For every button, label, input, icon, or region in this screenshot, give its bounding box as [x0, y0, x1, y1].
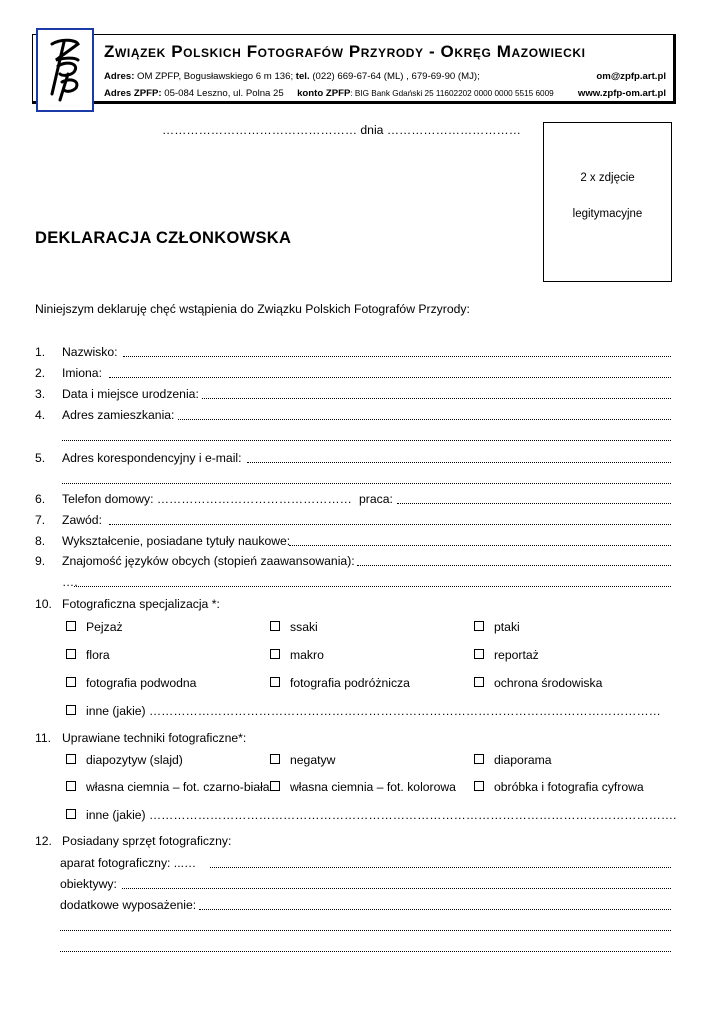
photo-line-1: 2 x zdjęcie	[580, 172, 635, 184]
checkbox-flora[interactable]	[66, 648, 110, 662]
address-label: Adres:	[104, 71, 135, 82]
checkbox-icon[interactable]	[270, 649, 280, 659]
checkbox-diapozytyw[interactable]	[66, 753, 183, 767]
fill-line[interactable]	[109, 524, 671, 525]
field-number: 1.	[35, 345, 46, 359]
field-label: Adres zamieszkania:	[62, 408, 175, 422]
field-number: 7.	[35, 513, 46, 527]
field-extra-equipment-cont-2[interactable]	[60, 940, 671, 956]
field-label: Nazwisko:	[62, 345, 118, 359]
field-languages-cont[interactable]	[35, 575, 671, 591]
option-label: fotografia podróżnicza	[290, 676, 410, 690]
field-label: dodatkowe wyposażenie:	[60, 898, 197, 912]
option-label: flora	[86, 648, 110, 662]
field-education[interactable]	[35, 534, 671, 550]
declaration-title: DEKLARACJA CZŁONKOWSKA	[35, 229, 292, 247]
field-number: 12.	[35, 834, 52, 848]
email-address: om@zpfp.art.pl	[596, 71, 666, 82]
website: www.zpfp-om.art.pl	[577, 88, 666, 99]
checkbox-ciemnia-kolor[interactable]	[270, 780, 456, 794]
field-number: 9.	[35, 554, 46, 568]
field-extra-equipment-cont-1[interactable]	[60, 919, 671, 935]
field-label: Adres korespondencyjny i e-mail:	[62, 451, 242, 465]
checkbox-makro[interactable]	[270, 648, 324, 662]
checkbox-icon[interactable]	[66, 809, 76, 819]
field-label: ….	[62, 575, 78, 589]
option-label: inne (jakie) ………………………………………………………………………………………………………………….	[86, 808, 677, 822]
field-first-names[interactable]	[35, 366, 671, 382]
field-profession[interactable]	[35, 513, 671, 529]
field-camera[interactable]	[60, 856, 671, 872]
checkbox-specialization-other[interactable]	[66, 704, 661, 718]
checkbox-icon[interactable]	[66, 621, 76, 631]
field-label: Posiadany sprzęt fotograficzny:	[62, 834, 232, 848]
fill-line[interactable]	[199, 909, 671, 910]
fill-line[interactable]	[247, 462, 671, 463]
checkbox-icon[interactable]	[270, 621, 280, 631]
option-label: negatyw	[290, 753, 336, 767]
field-surname[interactable]	[35, 345, 671, 361]
fill-line[interactable]	[178, 419, 671, 420]
field-home-address-cont[interactable]	[35, 429, 671, 445]
field-label: aparat fotograficzny: ...…	[60, 856, 197, 870]
option-label: inne (jakie) ………………………………………………………………………………………………………………	[86, 704, 661, 718]
field-number: 5.	[35, 451, 46, 465]
checkbox-pejzaz[interactable]	[66, 620, 123, 634]
checkbox-ciemnia-cz-b[interactable]	[66, 780, 270, 794]
option-label: ptaki	[494, 620, 520, 634]
intro-text: Niniejszym deklaruję chęć wstąpienia do Związku Polskich Fotografów Przyrody:	[35, 302, 470, 316]
field-specialization	[35, 597, 671, 613]
option-label: własna ciemnia – fot. kolorowa	[290, 780, 456, 794]
field-phone[interactable]	[35, 492, 671, 508]
option-label: własna ciemnia – fot. czarno-biała	[86, 780, 270, 794]
photo-box	[543, 122, 672, 282]
contact-line-2	[104, 88, 554, 99]
field-number: 2.	[35, 366, 46, 380]
fill-line[interactable]	[74, 586, 671, 587]
photo-line-2: legitymacyjne	[572, 208, 643, 220]
field-label-work: praca:	[359, 492, 393, 506]
checkbox-icon[interactable]	[474, 754, 484, 764]
zpfp-address-value: 05-084 Leszno, ul. Polna 25	[161, 88, 284, 99]
field-lenses[interactable]	[60, 877, 671, 893]
checkbox-icon[interactable]	[66, 754, 76, 764]
org-name: Związek Polskich Fotografów Przyrody - Okręg Mazowiecki	[104, 42, 586, 61]
option-label: obróbka i fotografia cyfrowa	[494, 780, 644, 794]
checkbox-ssaki[interactable]	[270, 620, 318, 634]
account-value: : BIG Bank Gdański 25 11602202 0000 0000 5515 6009	[350, 89, 554, 98]
checkbox-fotografia-podwodna[interactable]	[66, 676, 196, 690]
option-label: ssaki	[290, 620, 318, 634]
option-label: fotografia podwodna	[86, 676, 197, 690]
zpfp-logo	[36, 28, 94, 112]
field-number: 6.	[35, 492, 46, 506]
checkbox-icon[interactable]	[66, 677, 76, 687]
date-line[interactable]: ………………………………………… dnia ……………………………	[162, 123, 521, 137]
field-number: 10.	[35, 597, 52, 611]
field-label: Data i miejsce urodzenia:	[62, 387, 199, 401]
address-value: OM ZPFP, Bogusławskiego 6 m 136;	[134, 71, 296, 82]
field-birth-date-place[interactable]	[35, 387, 671, 403]
checkbox-icon[interactable]	[270, 677, 280, 687]
fill-line[interactable]	[109, 377, 671, 378]
field-label: Uprawiane techniki fotograficzne*:	[62, 731, 247, 745]
checkbox-icon[interactable]	[474, 781, 484, 791]
field-correspondence-address[interactable]	[35, 451, 671, 467]
checkbox-icon[interactable]	[474, 621, 484, 631]
checkbox-reportaz[interactable]	[474, 648, 539, 662]
checkbox-icon[interactable]	[474, 677, 484, 687]
field-languages[interactable]	[35, 554, 671, 570]
field-number: 11.	[35, 731, 52, 745]
field-label: Znajomość języków obcych (stopień zaawansowania):	[62, 554, 355, 568]
checkbox-ochrona-srodowiska[interactable]	[474, 676, 602, 690]
fill-line[interactable]	[289, 545, 671, 546]
checkbox-icon[interactable]	[66, 781, 76, 791]
field-equipment	[35, 834, 671, 850]
fill-line[interactable]	[202, 398, 671, 399]
option-label: makro	[290, 648, 324, 662]
contact-line-1	[104, 71, 480, 82]
checkbox-icon[interactable]	[66, 705, 76, 715]
checkbox-icon[interactable]	[270, 781, 280, 791]
fill-line[interactable]	[62, 483, 671, 484]
fill-line[interactable]	[122, 888, 671, 889]
field-extra-equipment[interactable]	[60, 898, 671, 914]
field-label: Fotograficzna specjalizacja *:	[62, 597, 220, 611]
checkbox-techniques-other[interactable]	[66, 808, 676, 822]
option-label: ochrona środowiska	[494, 676, 603, 690]
fill-line[interactable]	[60, 930, 671, 931]
option-label: Pejzaż	[86, 620, 123, 634]
tel-label: tel.	[295, 71, 310, 82]
checkbox-ptaki[interactable]	[474, 620, 520, 634]
checkbox-diaporama[interactable]	[474, 753, 552, 767]
checkbox-icon[interactable]	[270, 754, 280, 764]
checkbox-negatyw[interactable]	[270, 753, 335, 767]
tel-value: (022) 669-67-64 (ML) , 679-69-90 (MJ);	[309, 71, 480, 82]
field-label: Zawód:	[62, 513, 102, 527]
fill-line[interactable]	[62, 440, 671, 441]
option-label: diapozytyw (slajd)	[86, 753, 183, 767]
option-label: diaporama	[494, 753, 552, 767]
fill-line[interactable]	[357, 565, 671, 566]
checkbox-cyfrowa[interactable]	[474, 780, 644, 794]
field-home-address[interactable]	[35, 408, 671, 424]
zpfp-address-label: Adres ZPFP:	[104, 88, 162, 99]
field-label: obiektywy:	[60, 877, 117, 891]
checkbox-icon[interactable]	[66, 649, 76, 659]
fill-line[interactable]	[397, 503, 671, 504]
checkbox-fotografia-podroznicza[interactable]	[270, 676, 410, 690]
field-label: Telefon domowy: …………………………………………	[62, 492, 352, 506]
account-label: konto ZPFP	[297, 88, 351, 99]
fill-line[interactable]	[60, 951, 671, 952]
field-techniques	[35, 731, 671, 747]
zpfp-logo-icon	[38, 30, 92, 110]
fill-line[interactable]	[210, 867, 671, 868]
field-correspondence-address-cont[interactable]	[35, 472, 671, 488]
field-number: 3.	[35, 387, 46, 401]
option-label: reportaż	[494, 648, 539, 662]
field-label: Imiona:	[62, 366, 102, 380]
fill-line[interactable]	[123, 356, 671, 357]
field-number: 8.	[35, 534, 46, 548]
checkbox-icon[interactable]	[474, 649, 484, 659]
field-number: 4.	[35, 408, 46, 422]
field-label: Wykształcenie, posiadane tytuły naukowe:	[62, 534, 291, 548]
